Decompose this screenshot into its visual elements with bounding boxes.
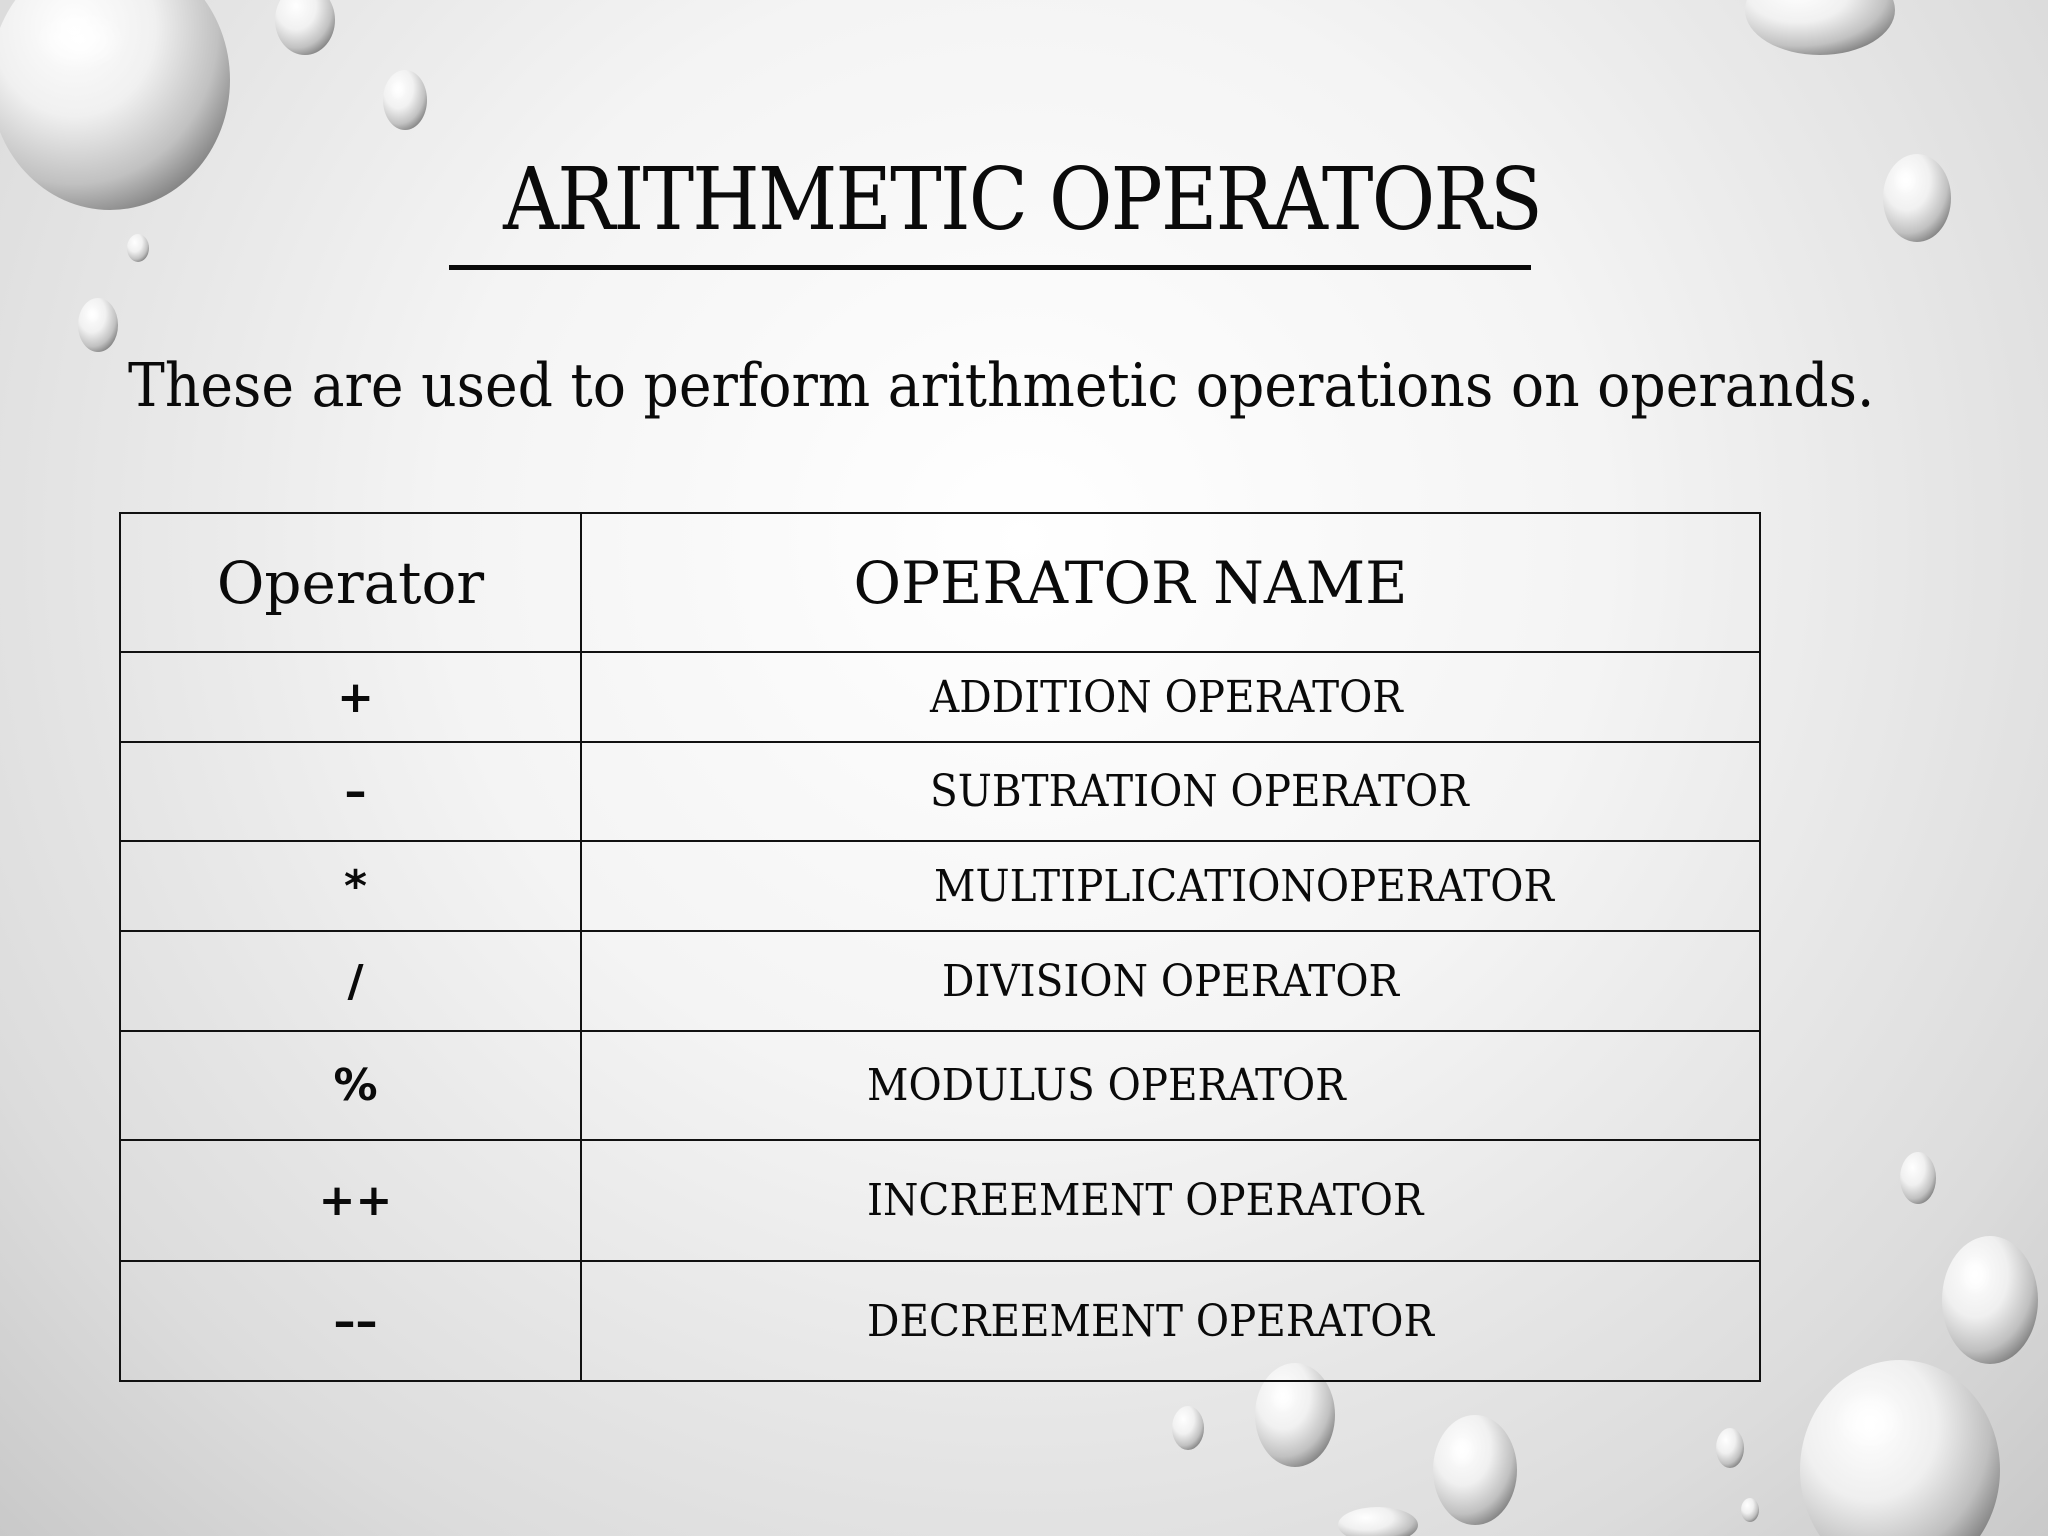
operator-name-text: ADDITION OPERATOR <box>930 671 1403 723</box>
operator-name <box>581 742 1760 841</box>
table-row <box>120 931 1760 1031</box>
operator-name-text: DIVISION OPERATOR <box>942 955 1400 1007</box>
operator-symbol: % <box>120 1031 581 1140</box>
water-drop-icon <box>1741 1498 1759 1522</box>
water-drop-icon <box>127 234 149 262</box>
operator-symbol: ++ <box>120 1140 581 1261</box>
table-row <box>120 1261 1760 1381</box>
water-drop-icon <box>1883 154 1951 242</box>
operator-name <box>581 1261 1760 1381</box>
operator-symbol: –– <box>120 1261 581 1381</box>
water-drop-icon <box>1338 1507 1418 1536</box>
table-row <box>120 1140 1760 1261</box>
operator-symbol: – <box>120 742 581 841</box>
table-row <box>120 652 1760 742</box>
water-drop-icon <box>78 298 118 352</box>
operator-name-text: DECREEMENT OPERATOR <box>867 1295 1434 1347</box>
operator-name <box>581 841 1760 931</box>
water-drop-icon <box>1433 1415 1517 1525</box>
water-drop-icon <box>1900 1152 1936 1204</box>
water-drop-icon <box>1800 1360 2000 1536</box>
table-header-row <box>120 513 1760 652</box>
operator-symbol: / <box>120 931 581 1031</box>
operator-symbol: * <box>120 841 581 931</box>
table-row <box>120 1031 1760 1140</box>
operator-name-text: SUBTRATION OPERATOR <box>930 766 1469 817</box>
water-drop-icon <box>0 0 230 210</box>
water-drop-icon <box>275 0 335 55</box>
water-drop-icon <box>1172 1406 1204 1450</box>
table-row <box>120 742 1760 841</box>
slide-title: ARITHMETIC OPERATORS <box>503 150 1542 250</box>
operator-name-text: MULTIPLICATIONOPERATOR <box>934 860 1554 912</box>
operator-name <box>581 652 1760 742</box>
operator-name-text: MODULUS OPERATOR <box>867 1060 1346 1111</box>
operators-table <box>119 512 1761 1382</box>
water-drop-icon <box>1716 1428 1744 1468</box>
table-row <box>120 841 1760 931</box>
operator-symbol: + <box>120 652 581 742</box>
title-underline <box>449 265 1531 270</box>
column-header-operator: Operator <box>120 513 581 652</box>
water-drop-icon <box>383 70 427 130</box>
operator-name <box>581 931 1760 1031</box>
operator-name-text: INCREEMENT OPERATOR <box>867 1175 1424 1226</box>
operator-name <box>581 1031 1760 1140</box>
column-header-operator-name: OPERATOR NAME <box>581 513 1760 652</box>
water-drop-icon <box>1745 0 1895 55</box>
operator-name <box>581 1140 1760 1261</box>
slide-subtitle: These are used to perform arithmetic operations on operands. <box>128 351 1875 421</box>
water-drop-icon <box>1942 1236 2038 1364</box>
